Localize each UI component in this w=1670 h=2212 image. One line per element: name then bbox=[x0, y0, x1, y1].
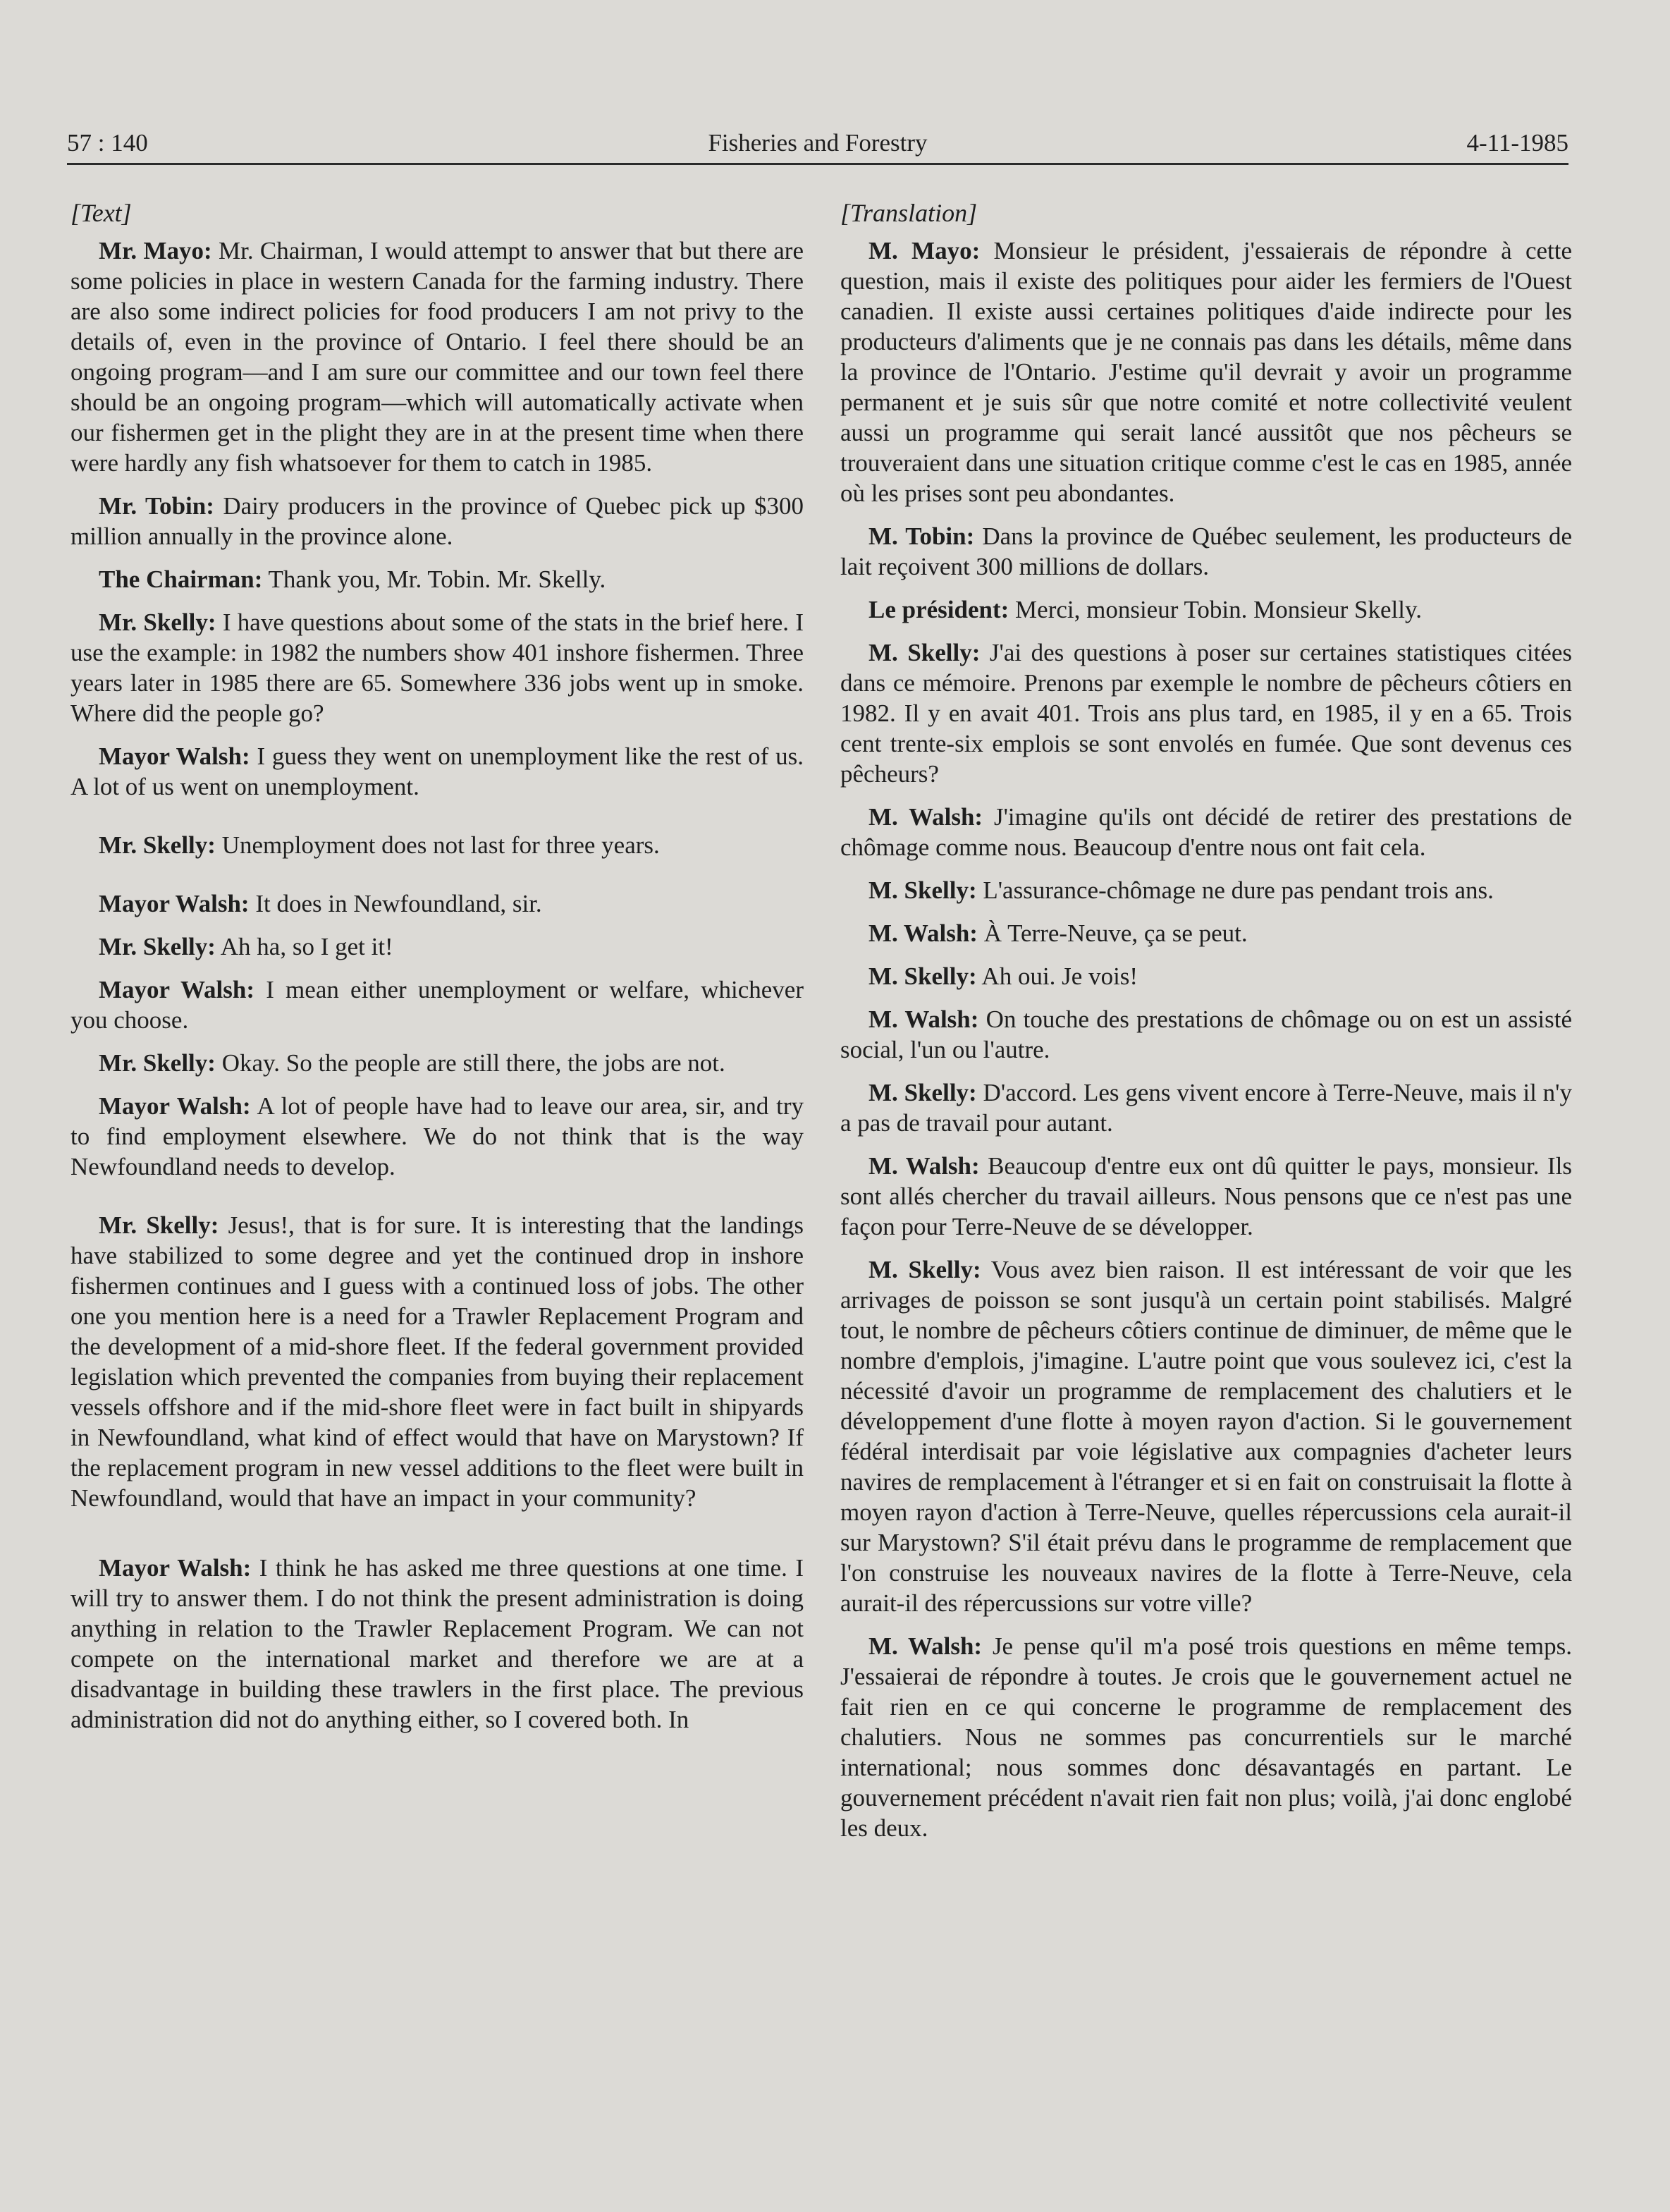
speaker: Mr. Skelly: bbox=[99, 1211, 219, 1239]
speaker: Le président: bbox=[868, 596, 1009, 623]
speech: Thank you, Mr. Tobin. Mr. Skelly. bbox=[262, 566, 606, 593]
paragraph bbox=[70, 1210, 804, 1513]
paragraph bbox=[70, 491, 804, 551]
paragraph bbox=[70, 564, 804, 594]
paragraph bbox=[840, 918, 1572, 948]
speech: J'imagine qu'ils ont décidé de retirer des prestations de chômage comme nous. Beaucoup d'entre nous ont fait cela. bbox=[840, 803, 1572, 861]
speaker: M. Walsh: bbox=[868, 803, 983, 831]
paragraph bbox=[70, 974, 804, 1035]
speech: It does in Newfoundland, sir. bbox=[249, 890, 542, 917]
speaker: M. Tobin: bbox=[868, 523, 975, 550]
paragraph bbox=[840, 521, 1572, 582]
speaker: Mayor Walsh: bbox=[99, 743, 250, 770]
speaker: Mayor Walsh: bbox=[99, 890, 250, 917]
paragraph bbox=[840, 1077, 1572, 1138]
speaker: Mr. Mayo: bbox=[99, 237, 212, 264]
paragraph bbox=[70, 1091, 804, 1182]
speaker: Mayor Walsh: bbox=[99, 1092, 251, 1120]
speech: Okay. So the people are still there, the jobs are not. bbox=[215, 1049, 725, 1077]
speech: Dans la province de Québec seulement, les producteurs de lait reçoivent 300 millions de dollars. bbox=[840, 523, 1572, 580]
speaker: M. Skelly: bbox=[868, 1256, 981, 1283]
speech: Unemployment does not last for three years. bbox=[215, 831, 660, 859]
column-label: [Translation] bbox=[840, 199, 978, 227]
paragraph bbox=[70, 888, 804, 919]
speech: Mr. Chairman, I would attempt to answer that but there are some policies in place in western Canada for the farming industry. There are also some indirect policies for food producers I am not privy to the details of, even in the province of Ontario. I feel there should be an ongoing program—and I am sure our committee and our town feel there should be an ongoing program—which will automatically activate when our fishermen get in the plight they are in at the present time when there were hardly any fish whatsoever for them to catch in 1985. bbox=[70, 237, 804, 477]
speaker: Mayor Walsh: bbox=[99, 976, 255, 1003]
speech: Vous avez bien raison. Il est intéressant de voir que les arrivages de poisson se sont jusqu'à un certain point stabilisés. Malgré tout, le nombre de pêcheurs côtiers continue de diminuer, de même que le nombre d'emplois, j'imagine. L'autre point que vous soulevez ici, c'est la nécessité d'avoir un programme de remplacement des chalutiers et le développement d'une flotte à moyen rayon d'action. Si le gouvernement fédéral interdisait par voie législative aux compagnies d'acheter leurs navires de remplacement à l'étranger et si en fait on construisait la flotte à moyen rayon d'action à Terre-Neuve, quelles répercussions cela aurait-il sur Marystown? S'il était prévu dans le programme de remplacement que l'on construise les nouveaux navires de la flotte à Terre-Neuve, cela aurait-il des répercussions sur votre ville? bbox=[840, 1256, 1572, 1617]
speech: I have questions about some of the stats in the brief here. I use the example: in 1982 the numbers show 401 inshore fishermen. Three years later in 1985 there are 65. Somewhere 336 jobs went up in smoke. Where did the people go? bbox=[70, 609, 804, 727]
speech: On touche des prestations de chômage ou on est un assisté social, l'un ou l'autre. bbox=[840, 1006, 1573, 1063]
speaker: Mr. Skelly: bbox=[99, 933, 216, 960]
running-title: Fisheries and Forestry bbox=[708, 129, 928, 157]
french-column bbox=[840, 197, 1572, 1856]
speaker: M. Mayo: bbox=[868, 237, 981, 264]
speech: Ah oui. Je vois! bbox=[976, 963, 1138, 990]
paragraph bbox=[840, 961, 1572, 991]
speech: I guess they went on unemployment like the rest of us. A lot of us went on unemployment. bbox=[70, 743, 804, 800]
speaker: M. Walsh: bbox=[868, 1006, 979, 1033]
paragraph bbox=[70, 830, 804, 860]
speaker: Mayor Walsh: bbox=[99, 1554, 252, 1582]
speech: À Terre-Neuve, ça se peut. bbox=[977, 919, 1248, 947]
speech: Merci, monsieur Tobin. Monsieur Skelly. bbox=[1009, 596, 1422, 623]
paragraph bbox=[840, 875, 1572, 905]
paragraph bbox=[840, 1254, 1572, 1618]
speech: Monsieur le président, j'essaierais de répondre à cette question, mais il existe des politiques pour aider les fermiers de l'Ouest canadien. Il existe aussi certaines politiques d'aide indirecte pour les producteurs d'aliments que je ne connais pas dans les détails, même dans la province de l'Ontario. J'estime qu'il devrait y avoir un programme permanent et je suis sûr que notre comité et notre collectivité veulent aussi un programme qui serait lancé aussitôt que nos pêcheurs se trouveraient dans une situation critique comme c'est le cas en 1985, année où les prises sont peu abondantes. bbox=[840, 237, 1572, 507]
page-date: 4-11-1985 bbox=[1466, 129, 1568, 157]
speech: J'ai des questions à poser sur certaines statistiques citées dans ce mémoire. Prenons par exemple le nombre de pêcheurs côtiers en 1982. Il y en avait 401. Trois ans plus tard, en 1985, il y en a 65. Trois cent trente-six emplois se sont envolés en fumée. Que sont devenus ces pêcheurs? bbox=[840, 639, 1572, 788]
speech: Dairy producers in the province of Quebec pick up $300 million annually in the province alone. bbox=[70, 492, 804, 550]
speaker: Mr. Skelly: bbox=[99, 831, 216, 859]
speaker: M. Walsh: bbox=[868, 919, 978, 947]
speech: D'accord. Les gens vivent encore à Terre-Neuve, mais il n'y a pas de travail pour autant. bbox=[840, 1079, 1572, 1137]
speaker: Mr. Skelly: bbox=[99, 1049, 216, 1077]
speech: Beaucoup d'entre eux ont dû quitter le pays, monsieur. Ils sont allés chercher du travail ailleurs. Nous pensons que ce n'est pas une façon pour Terre-Neuve de se développer. bbox=[840, 1152, 1572, 1240]
speaker: M. Skelly: bbox=[868, 1079, 977, 1106]
speech: A lot of people have had to leave our area, sir, and try to find employment elsewhere. We do not think that is the way Newfoundland needs to develop. bbox=[70, 1092, 804, 1180]
speaker: M. Skelly: bbox=[868, 876, 977, 904]
speaker: M. Skelly: bbox=[868, 963, 977, 990]
paragraph bbox=[840, 802, 1572, 862]
paragraph bbox=[70, 741, 804, 802]
paragraph bbox=[70, 236, 804, 478]
speaker: M. Walsh: bbox=[868, 1632, 983, 1660]
english-column bbox=[70, 197, 804, 1747]
speech: I think he has asked me three questions at one time. I will try to answer them. I do not think the present administration is doing anything in relation to the Trawler Replacement Program. We can not compete on the international market and therefore we are at a disadvantage in building these trawlers in the first place. The previous administration did not do anything either, so I covered both. In bbox=[70, 1554, 804, 1733]
speaker: Mr. Skelly: bbox=[99, 609, 216, 636]
paragraph bbox=[840, 1631, 1572, 1843]
paragraph bbox=[840, 236, 1572, 508]
speaker: Mr. Tobin: bbox=[99, 492, 214, 520]
paragraph bbox=[70, 931, 804, 962]
speech: Jesus!, that is for sure. It is interesting that the landings have stabilized to some degree and yet the continued drop in inshore fishermen continues and I guess with a continued loss of jobs. The other one you mention here is a need for a Trawler Replacement Program and the development of a mid-shore fleet. If the federal government provided legislation which prevented the companies from buying their replacement vessels offshore and if the mid-shore fleet were in fact built in shipyards in Newfoundland, what kind of effect would that have on Marystown? If the replacement program in new vessel additions to the fleet were built in Newfoundland, would that have an impact in your community? bbox=[70, 1211, 804, 1512]
speech: Ah ha, so I get it! bbox=[215, 933, 393, 960]
speaker: M. Skelly: bbox=[868, 639, 981, 666]
paragraph bbox=[840, 1151, 1572, 1242]
speech: I mean either unemployment or welfare, whichever you choose. bbox=[70, 976, 804, 1034]
paragraph bbox=[840, 637, 1572, 789]
speaker: M. Walsh: bbox=[868, 1152, 980, 1180]
paragraph bbox=[70, 1048, 804, 1078]
speech: L'assurance-chômage ne dure pas pendant trois ans. bbox=[976, 876, 1494, 904]
paragraph bbox=[70, 607, 804, 728]
page-header bbox=[67, 123, 1568, 165]
paragraph bbox=[840, 594, 1572, 625]
page-number: 57 : 140 bbox=[67, 129, 148, 157]
paragraph bbox=[840, 1004, 1572, 1065]
speaker: The Chairman: bbox=[99, 566, 263, 593]
speech: Je pense qu'il m'a posé trois questions en même temps. J'essaierai de répondre à toutes. Je crois que le gouvernement actuel ne fait rien en ce qui concerne le programme de remplacement des chalutiers. Nous ne sommes pas concurrentiels sur le marché international; nous sommes donc désavantagés en partant. Le gouvernement précédent n'avait rien fait non plus; voilà, j'ai donc englobé les deux. bbox=[840, 1632, 1572, 1842]
paragraph bbox=[70, 1553, 804, 1735]
column-label: [Text] bbox=[70, 199, 132, 227]
